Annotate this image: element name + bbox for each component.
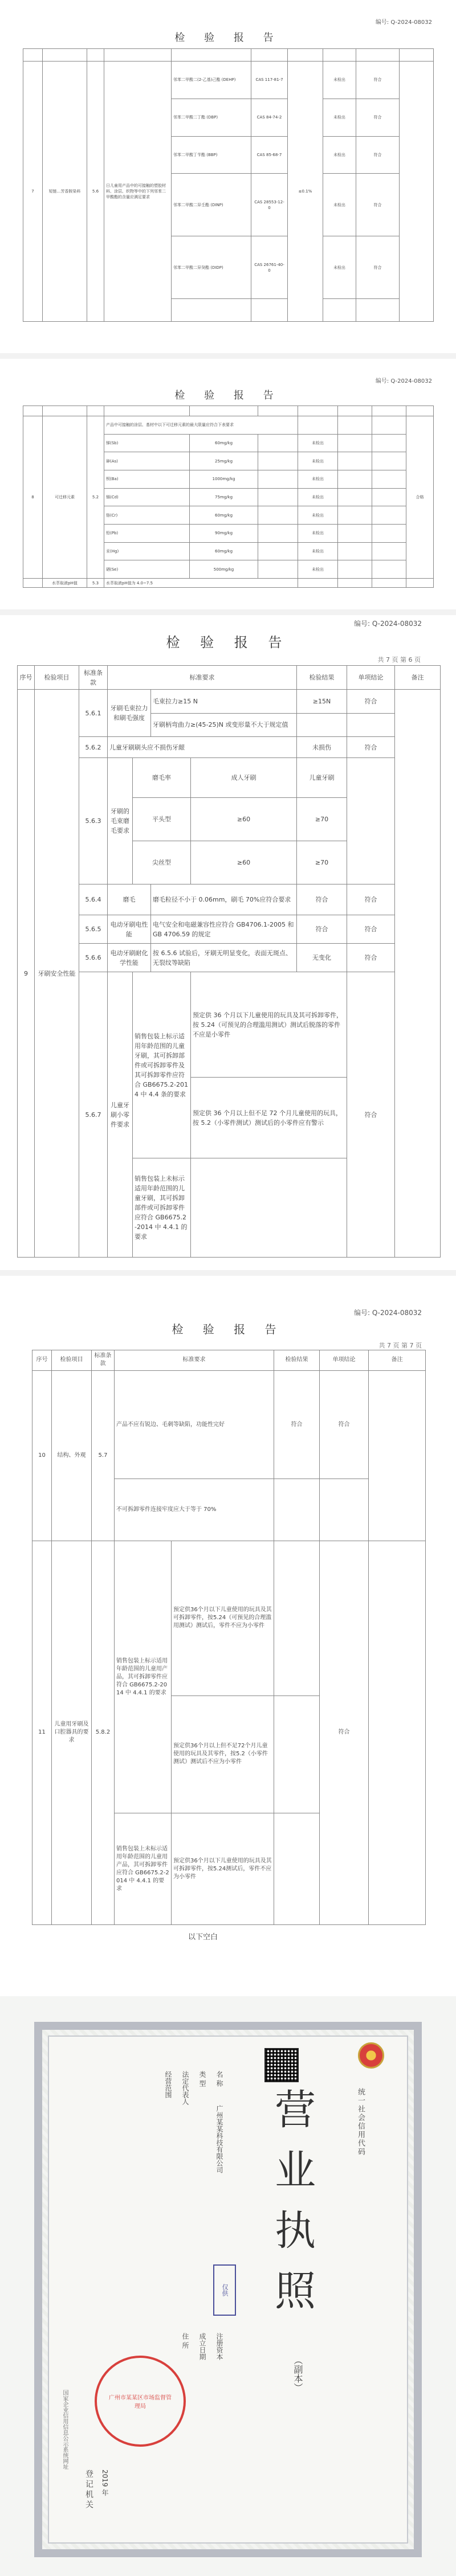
credit-code-label: 统一社会信用代码	[356, 2088, 365, 2156]
item-cell: 水萃取液pH值	[43, 579, 87, 588]
cell	[372, 406, 406, 416]
cell	[298, 579, 338, 588]
result-cell: 无变化	[297, 944, 347, 972]
sub-item: 磨毛	[108, 884, 151, 915]
cell	[104, 406, 190, 416]
header-item: 检验项目	[52, 1350, 92, 1371]
result-cell: 符合	[297, 915, 347, 944]
sub-judge: 符合	[356, 174, 400, 236]
cell	[172, 299, 251, 322]
page-count: 共 7 页 第 7 页	[378, 1342, 422, 1349]
sub-cas: CAS 84-74-2	[251, 99, 288, 136]
result-cell: 未损伤	[297, 737, 347, 758]
cell	[258, 434, 298, 452]
value-b: ≥70	[297, 797, 347, 841]
element-name: 硒(Se)	[104, 560, 190, 579]
company-name: 广州某某科技有限公司	[215, 2105, 223, 2173]
item-cell: 牙刷安全性能	[35, 690, 79, 1258]
report-page-2	[0, 359, 456, 609]
registration-seal	[95, 2356, 186, 2447]
cell	[172, 49, 251, 62]
element-name: 铅(Pb)	[104, 524, 190, 542]
judge-cell: 符合	[347, 737, 395, 758]
element-result: 未检出	[298, 488, 338, 506]
remark-cell	[395, 690, 441, 1258]
report-table-2	[23, 406, 434, 588]
clause-cell: 5.7	[92, 1370, 115, 1541]
sub-result: 未检出	[323, 62, 356, 99]
element-name: 镉(Cd)	[104, 488, 190, 506]
header-seq: 序号	[18, 666, 35, 690]
cell	[190, 406, 258, 416]
license-body	[48, 2036, 408, 2544]
value-b: ≥70	[297, 841, 347, 884]
requirement-cell: 毛束拉力≥15 N	[151, 690, 297, 713]
judge-cell: 符合	[347, 884, 395, 915]
result-cell	[274, 1696, 320, 1813]
sub-result: 未检出	[323, 236, 356, 299]
cell	[372, 452, 406, 470]
element-name: 汞(Hg)	[104, 542, 190, 560]
cell	[23, 49, 43, 62]
header-judge: 单项结论	[347, 666, 395, 690]
report-page-3	[0, 615, 456, 1270]
report-table-4	[32, 1350, 426, 1925]
header-result: 检验结果	[274, 1350, 320, 1371]
judge-cell: 符合	[347, 944, 395, 972]
result-cell: 符合	[274, 1370, 320, 1479]
cell	[338, 488, 372, 506]
header-clause: 标准条款	[79, 666, 108, 690]
result-cell	[191, 1158, 347, 1257]
footer-note: 国家企业信用信息公示系统网址	[62, 2390, 68, 2469]
requirement-cell: 电气安全和电磁兼容性应符合 GB4706.1-2005 和 GB 4706.59 的规定	[151, 915, 297, 944]
remark-cell	[369, 1370, 426, 1541]
element-result: 未检出	[298, 542, 338, 560]
cell	[298, 406, 338, 416]
sub-name: 邻苯二甲酸二(2-乙基)己酯 (DEHP)	[172, 62, 251, 99]
requirement-cell: 按 6.5.6 试验后，牙刷无明显变化，表面无斑点、无裂纹等缺陷	[151, 944, 297, 972]
cell	[356, 49, 400, 62]
cell	[258, 470, 298, 488]
element-name: 钡(Ba)	[104, 470, 190, 488]
element-limit: 60mg/kg	[190, 542, 258, 560]
row-label: 平头型	[133, 797, 191, 841]
element-limit: 25mg/kg	[190, 452, 258, 470]
element-name: 铬(Cr)	[104, 506, 190, 525]
page-divider	[0, 1270, 456, 1276]
row-label: 尖丝型	[133, 841, 191, 884]
sub-result: 未检出	[323, 99, 356, 136]
cell	[406, 406, 434, 416]
cell	[323, 299, 356, 322]
element-result: 未检出	[298, 506, 338, 525]
element-limit: 90mg/kg	[190, 524, 258, 542]
element-result: 未检出	[298, 524, 338, 542]
result-cell: 预定供36个月以下儿童使用的玩具及其可拆卸零件，按5.24（可预见的合理滥用测试）测试后，零件不应为小零件	[172, 1541, 274, 1696]
judge-cell	[347, 713, 395, 736]
report-number: 编号: Q-2024-08032	[353, 1309, 422, 1317]
requirement-cell: 销售包装上标示适用年龄范围的儿童用产品，其可拆卸零件应符合 GB6675.2-2014 中 4.4.1 的要求	[115, 1541, 172, 1813]
clause-cell: 5.3	[87, 579, 104, 588]
requirement-cell: 产品不应有锐边、毛刺等缺陷，功能性完好	[115, 1370, 274, 1479]
cell	[338, 560, 372, 579]
report-title: 检 验 报 告	[172, 1322, 284, 1336]
result-cell: 符合	[297, 884, 347, 915]
cell	[372, 470, 406, 488]
authority-label: 登记机关	[84, 2469, 93, 2511]
sub-name: 邻苯二甲酸二丁酯 (DBP)	[172, 99, 251, 136]
cell	[372, 434, 406, 452]
clause-cell: 5.6.1	[79, 690, 108, 737]
element-result: 未检出	[298, 434, 338, 452]
judge-cell: 符合	[320, 1541, 369, 1924]
cell	[338, 579, 372, 588]
item-cell: 儿童用牙刷及口腔器具的要求	[52, 1541, 92, 1924]
cell	[338, 452, 372, 470]
sub-item: 儿童牙刷小零件要求	[108, 972, 133, 1258]
clause-cell: 5.6.4	[79, 884, 108, 915]
sub-item: 电动牙刷耐化学性能	[108, 944, 151, 972]
header-requirement: 标准要求	[115, 1350, 274, 1371]
header-clause: 标准条款	[92, 1350, 115, 1371]
remark-cell	[400, 62, 434, 322]
cell	[338, 524, 372, 542]
cell	[372, 416, 406, 435]
cell	[406, 579, 434, 588]
cell	[323, 49, 356, 62]
result-cell: 预定供36个月以下儿童使用的玩具及其可拆卸零件，按5.24测试后，零件不应为小零件	[172, 1813, 274, 1925]
cell	[356, 299, 400, 322]
seq-cell: 8	[23, 416, 43, 579]
cell	[258, 452, 298, 470]
requirement-cell: 儿童牙刷刷头应不损伤牙龈	[108, 737, 297, 758]
report-title: 检 验 报 告	[174, 32, 282, 44]
clause-cell: 5.6.7	[79, 972, 108, 1258]
cell	[298, 416, 338, 435]
cell	[372, 560, 406, 579]
sub-item: 牙刷毛束拉力和刷毛强度	[108, 690, 151, 737]
report-page-1	[0, 0, 456, 353]
element-result: 未检出	[298, 560, 338, 579]
clause-cell: 5.6.2	[79, 737, 108, 758]
sub-judge: 符合	[356, 136, 400, 174]
clause-cell: 5.2	[87, 416, 104, 579]
license-frame	[34, 2022, 422, 2557]
report-number: 编号: Q-2024-08032	[375, 378, 432, 384]
element-limit: 500mg/kg	[190, 560, 258, 579]
header-remark: 备注	[369, 1350, 426, 1371]
element-name: 砷(As)	[104, 452, 190, 470]
seal-text: 广州市某某区市场监督管理局	[109, 2395, 172, 2410]
header-remark: 备注	[395, 666, 441, 690]
cell	[104, 49, 172, 62]
cell	[258, 406, 298, 416]
report-title: 检 验 报 告	[174, 390, 282, 402]
seq-cell: 11	[32, 1541, 52, 1924]
cell	[251, 49, 288, 62]
remark-cell	[369, 1541, 426, 1924]
sub-cas: CAS 26761-40-0	[251, 236, 288, 299]
judge-cell: 符合	[347, 972, 395, 1258]
element-name: 锑(Sb)	[104, 434, 190, 452]
requirement-cell: 销售包装上未标示适用年龄范围的儿童牙刷，其可拆卸部件或可拆卸零件应符合 GB6675.2-2014 中 4.4.1 的要求	[133, 1158, 191, 1257]
report-page-4	[0, 1276, 456, 1991]
sub-cas: CAS 117-81-7	[251, 62, 288, 99]
cell	[251, 299, 288, 322]
requirement-cell: 产品中可接触的涂层、基材中以下可迁移元素的最大限量应符合下表要求	[104, 416, 298, 435]
judge-cell: 符合	[320, 1370, 369, 1479]
qr-code-icon	[264, 2048, 299, 2082]
seq-cell: 9	[18, 690, 35, 1258]
license-title: 营业执照	[268, 2088, 316, 2329]
cell	[338, 542, 372, 560]
sub-judge: 符合	[356, 62, 400, 99]
element-limit: 75mg/kg	[190, 488, 258, 506]
clause-cell: 5.6.5	[79, 915, 108, 944]
requirement-cell: 销售包装上未标示适用年龄范围的儿童用产品，其可拆卸零件应符合 GB6675.2-2014 中 4.4.1 的要求	[115, 1813, 172, 1925]
seq-cell: 7	[23, 62, 43, 322]
registration-date: 2019 年	[101, 2469, 109, 2496]
cell	[372, 524, 406, 542]
result-cell: 预定供 36 个月以上但不足 72 个月儿童使用的玩具，按 5.2（小零件测试）测试后的小零件应有警示	[191, 1078, 347, 1158]
cell	[372, 579, 406, 588]
report-table-3	[17, 665, 441, 1258]
element-limit: 60mg/kg	[190, 434, 258, 452]
field-scope: 经营范围	[164, 2071, 172, 2098]
requirement-cell: 销售包装上标示适用年龄范围的儿童牙刷，其可拆卸部件或可拆卸零件及其可拆卸零件应符合 GB6675.2-2014 中 4.4 条的要求	[133, 972, 191, 1158]
sub-cas: CAS 85-68-7	[251, 136, 288, 174]
result-cell: 预定供36个月以上但不足72个月儿童使用的玩具及其零件，按5.2（小零件测试）测试后不应为小零件	[172, 1696, 274, 1813]
header-judge: 单项结论	[320, 1350, 369, 1371]
field-legal-rep: 法定代表人	[181, 2071, 189, 2105]
sub-cas: CAS 28553-12-0	[251, 174, 288, 236]
copy-stamp: 仅供	[213, 2264, 236, 2316]
cell	[23, 406, 43, 416]
cell	[372, 488, 406, 506]
result-cell	[274, 1813, 320, 1925]
business-license-scan	[0, 1996, 456, 2576]
field-founded: 成立日期	[198, 2333, 206, 2360]
clause-cell: 5.8.2	[92, 1541, 115, 1924]
cell	[338, 470, 372, 488]
page-divider	[0, 609, 456, 615]
sub-name: 邻苯二甲酸丁苄酯 (BBP)	[172, 136, 251, 174]
conclusion-cell: 合格	[406, 416, 434, 579]
cell	[338, 416, 372, 435]
page-divider	[0, 353, 456, 359]
field-address: 住 所	[181, 2333, 189, 2349]
judge-cell	[347, 758, 395, 884]
copy-label: （副本）	[292, 2356, 303, 2392]
cell	[43, 49, 87, 62]
cell	[338, 406, 372, 416]
item-cell: 短链...芳香胺染料	[43, 62, 87, 322]
requirement-cell: 日儿童用产品中的可接触的塑胶材料、涂层、织物等中的下列邻苯二甲酸酯的含量应满足要求	[104, 62, 172, 322]
report-number: 编号: Q-2024-08032	[353, 620, 422, 628]
header-result: 检验结果	[297, 666, 347, 690]
cell	[258, 542, 298, 560]
cell	[87, 49, 104, 62]
sub-judge: 符合	[356, 236, 400, 299]
cell	[372, 506, 406, 525]
requirement-cell: 磨毛粒径不小于 0.06mm，刷毛 70%应符合要求	[151, 884, 297, 915]
judge-cell: 符合	[347, 690, 395, 713]
cell	[258, 506, 298, 525]
element-limit: 1000mg/kg	[190, 470, 258, 488]
cell	[400, 49, 434, 62]
element-result: 未检出	[298, 470, 338, 488]
result-cell: 预定供 36 个月以下儿童使用的玩具及其可拆卸零件，按 5.24（可预见的合理滥用测试）测试后脱落的零件不应是小零件	[191, 972, 347, 1078]
item-cell: 可迁移元素	[43, 416, 87, 579]
limit-cell: ≤0.1%	[288, 62, 323, 322]
result-cell	[274, 1479, 320, 1541]
item-cell: 结构、外观	[52, 1370, 92, 1541]
report-table-1	[23, 48, 434, 322]
col-head-a: 成人牙刷	[191, 758, 297, 798]
sub-name: 邻苯二甲酸二异壬酯 (DINP)	[172, 174, 251, 236]
element-limit: 60mg/kg	[190, 506, 258, 525]
clause-cell: 5.6.6	[79, 944, 108, 972]
sub-label: 磨毛率	[133, 758, 191, 798]
header-item: 检验项目	[35, 666, 79, 690]
sub-item: 牙刷的毛束磨毛要求	[108, 758, 133, 884]
judge-cell: 符合	[347, 915, 395, 944]
sub-name: 邻苯二甲酸二异癸酯 (DIDP)	[172, 236, 251, 299]
cell	[87, 406, 104, 416]
header-seq: 序号	[32, 1350, 52, 1371]
sub-result: 未检出	[323, 174, 356, 236]
cell	[372, 542, 406, 560]
field-type: 类 型	[198, 2071, 206, 2087]
header-requirement: 标准要求	[108, 666, 297, 690]
requirement-cell: 不可拆卸零件连接牢度应大于等于 70%	[115, 1479, 274, 1541]
judge-cell	[320, 1479, 369, 1541]
clause-cell: 5.6.3	[79, 758, 108, 884]
seq-cell	[23, 579, 43, 588]
seq-cell: 10	[32, 1370, 52, 1541]
requirement-cell: 水萃取液pH值为 4.0~7.5	[104, 579, 298, 588]
cell	[288, 49, 323, 62]
field-name: 名 称	[215, 2071, 223, 2087]
cell	[258, 488, 298, 506]
requirement-cell: 牙刷柄弯曲力≥(45-25)N 或变形量不大于规定值	[151, 713, 297, 736]
sub-result: 未检出	[323, 136, 356, 174]
report-title: 检 验 报 告	[166, 634, 290, 650]
cell	[258, 560, 298, 579]
end-of-report-mark: 以下空白	[188, 1933, 218, 1942]
cell	[258, 524, 298, 542]
sub-item: 电动牙刷电性能	[108, 915, 151, 944]
cell	[338, 434, 372, 452]
result-cell	[297, 713, 347, 736]
col-head-b: 儿童牙刷	[297, 758, 347, 798]
sub-judge: 符合	[356, 99, 400, 136]
result-cell: ≥15N	[297, 690, 347, 713]
clause-cell: 5.6	[87, 62, 104, 322]
result-cell	[274, 1541, 320, 1696]
value-a: ≥60	[191, 841, 297, 884]
element-result: 未检出	[298, 452, 338, 470]
value-a: ≥60	[191, 797, 297, 841]
cell	[43, 406, 87, 416]
national-emblem-icon	[358, 2042, 384, 2069]
field-capital: 注册资本	[215, 2333, 223, 2360]
page-count: 共 7 页 第 6 页	[377, 656, 421, 664]
report-number: 编号: Q-2024-08032	[375, 19, 432, 26]
cell	[338, 506, 372, 525]
